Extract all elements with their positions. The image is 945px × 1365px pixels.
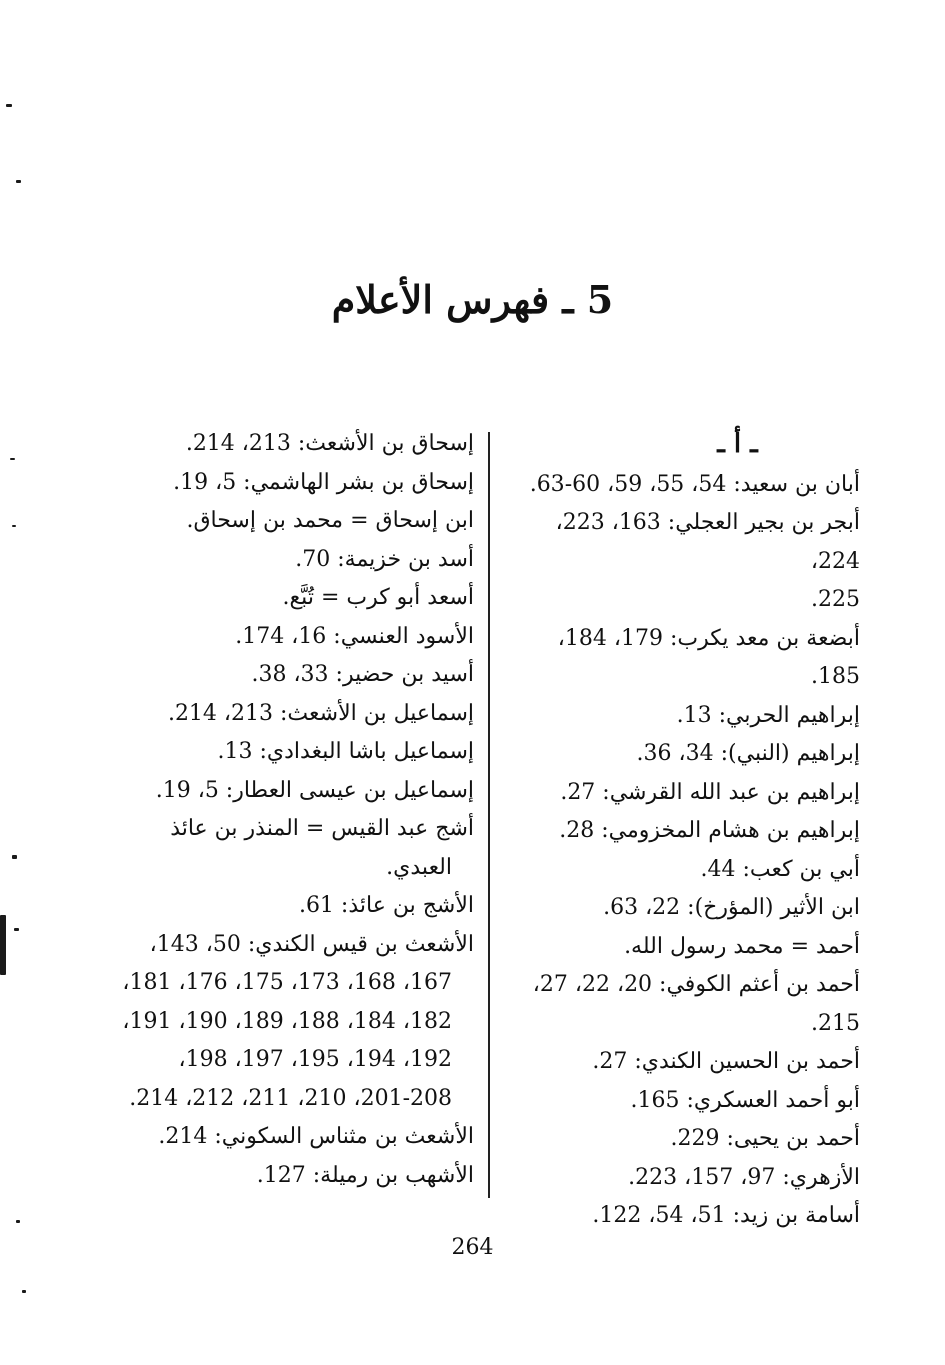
index-entry: الأشعث بن مثناس السكوني: 214. [158,1124,474,1149]
index-entry-continuation: 192، 194، 195، 197، 198، [178,1047,452,1072]
index-entry: أبضعة بن معد يكرب: 179، 184، 185. [557,625,860,689]
index-entry: أبي بن كعب: 44. [700,856,860,882]
scan-speck [22,1290,26,1293]
index-entry-continuation: 167، 168، 173، 175، 176، 181، [122,970,452,995]
scan-speck [14,928,19,931]
index-entry: أشج عبد القيس = المنذر بن عائذ [170,816,474,841]
index-entry: ابن إسحاق = محمد بن إسحاق. [186,508,474,533]
page-number: 264 [451,1235,494,1260]
scan-speck [10,458,15,460]
index-entry: إسماعيل بن الأشعث: 213، 214. [167,700,474,726]
page-title: 5 ـ فهرس الأعلام [331,277,614,322]
section-letter-container [505,425,860,466]
index-entry: الأشج بن عائذ: 61. [298,893,474,918]
index-entry: أحمد = محمد رسول الله. [624,933,860,959]
column-divider [488,432,490,1198]
index-entry: أبجر بن بجير العجلي: 163، 223، 224، [555,510,860,574]
index-entry: إبراهيم بن هشام المخزومي: 28. [559,818,860,843]
index-entry: أحمد بن الحسين الكندي: 27. [592,1049,860,1074]
index-entry-continuation: 182، 184، 188، 189، 190، 191، [122,1008,452,1034]
index-entry: أحمد بن أعثم الكوفي: 20، 22، 27، [532,972,860,997]
index-entry: إسحاق بن بشر الهاشمي: 5، 19. [173,469,474,495]
index-entry: إسماعيل باشا البغدادي: 13. [217,739,474,764]
scan-speck [6,104,12,107]
scan-speck [0,915,6,975]
index-entry: أسد بن خزيمة: 70. [295,546,474,572]
index-entry: ابن الأثير (المؤرخ): 22، 63. [603,895,860,920]
index-entry: أسيد بن حضير: 33، 38. [251,662,474,687]
index-column-right [505,425,860,1236]
section-letter-heading: ـ أ ـ [717,429,758,459]
scan-speck [16,180,21,183]
index-entry: الأشعث بن قيس الكندي: 50، 143، [149,931,474,957]
scan-speck [12,855,17,859]
index-entry: الأشهب بن رميلة: 127. [256,1162,474,1188]
index-entry: أحمد بن يحيى: 229. [670,1126,860,1151]
index-entry: إبراهيم الحربي: 13. [676,702,860,728]
index-entry: الأسود العنسي: 16، 174. [235,623,474,649]
index-entry: إبراهيم بن عبد الله القرشي: 27. [560,779,860,805]
index-entry: أسعد أبو كرب = تُبَّع. [282,585,474,610]
scan-speck [16,1220,20,1223]
index-column-left [120,425,474,1195]
index-entry: أبان بن سعيد: 54، 55، 59، 60-63. [529,471,860,497]
index-entry: أسامة بن زيد: 51، 54، 122. [592,1203,860,1228]
index-entry-continuation: العبدي. [386,854,452,880]
index-entry-continuation: 225. [811,587,860,612]
index-entry: أبو أحمد العسكري: 165. [630,1087,860,1113]
index-entry: إسحاق بن الأشعث: 213، 214. [185,431,474,456]
index-entry: إبراهيم (النبي): 34، 36. [636,741,860,766]
index-entry-continuation: 215. [811,1010,860,1036]
scan-speck [12,525,16,527]
index-entry: إسماعيل بن عيسى العطار: 5، 19. [155,777,474,803]
index-entry-continuation: 201-208، 210، 211، 212، 214. [129,1085,452,1111]
index-entry: الأزهري: 97، 157، 223. [628,1164,860,1190]
